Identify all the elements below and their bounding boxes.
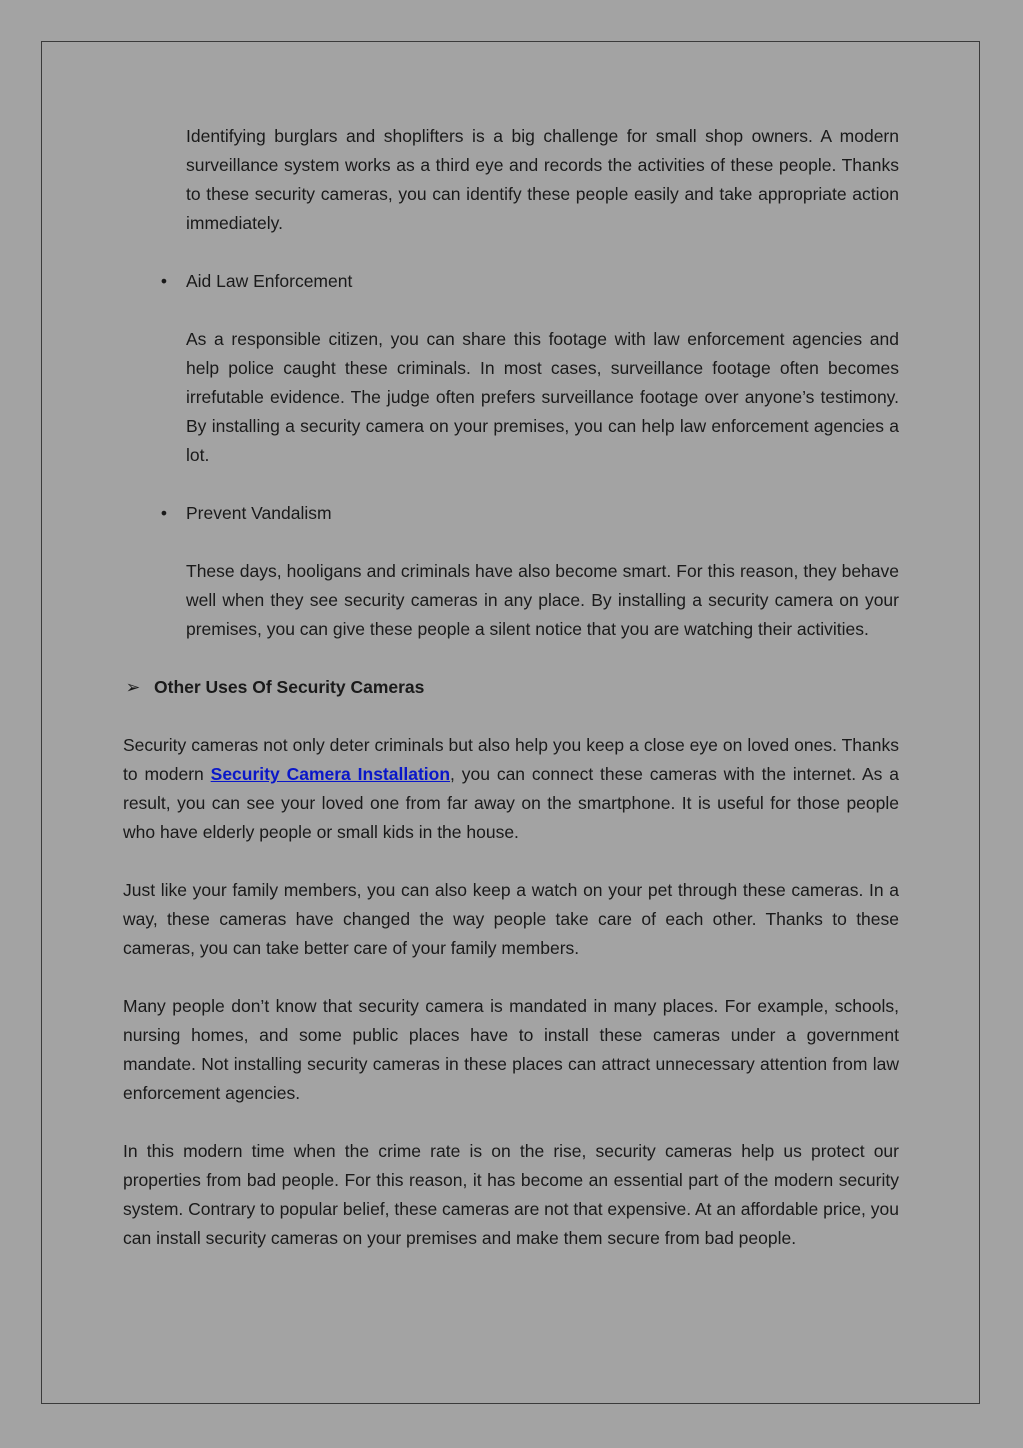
intro-paragraph: Identifying burglars and shoplifters is a big challenge for small shop owners. A modern surveillance system works as a third eye and records the activities of these people. Thanks to these security cameras, you can identify these people easily and take appropriate action immediately. <box>186 126 899 233</box>
other-uses-paragraph-2: Just like your family members, you can also keep a watch on your pet through these cameras. In a way, these cameras have changed the way people take care of each other. Thanks to these cameras, you can take better care of your family members. <box>123 880 899 958</box>
arrowhead-bullet-icon: ➢ <box>125 677 141 697</box>
section-heading-text: Other Uses Of Security Cameras <box>154 677 425 697</box>
document-body <box>123 122 899 1253</box>
law-enforcement-paragraph: As a responsible citizen, you can share this footage with law enforcement agencies and help police caught these criminals. In most cases, surveillance footage often becomes irrefutable evidence. The judge often prefers surveillance footage over anyone’s testimony. By installing a security camera on your premises, you can help law enforcement agencies a lot. <box>186 329 899 465</box>
other-uses-paragraph-3: Many people don’t know that security camera is mandated in many places. For example, schools, nursing homes, and some public places have to install these cameras under a government mandate. Not installing security cameras in these places can attract unnecessary attention from law enforcement agencies. <box>123 996 899 1103</box>
bullet-label: Prevent Vandalism <box>186 503 332 523</box>
bullet-dot-icon: • <box>160 503 168 523</box>
section-heading-other-uses <box>125 673 899 702</box>
bullet-item-prevent-vandalism <box>160 499 899 528</box>
bullet-label: Aid Law Enforcement <box>186 271 353 291</box>
other-uses-paragraph-1 <box>123 731 899 847</box>
bullet-dot-icon: • <box>160 271 168 291</box>
security-camera-installation-link[interactable]: Security Camera Installation <box>210 764 451 784</box>
paragraph-text-before-link: Security cameras not only deter criminals but also help you keep a close eye on loved ones. Thanks to modern <box>123 735 899 784</box>
paragraph-text-after-link: , you can connect these cameras with the internet. As a result, you can see your loved one from far away on the smartphone. It is useful for those people who have elderly people or small kids in the house. <box>123 764 899 842</box>
other-uses-paragraph-4: In this modern time when the crime rate is on the rise, security cameras help us protect our properties from bad people. For this reason, it has become an essential part of the modern security system. Contrary to popular belief, these cameras are not that expensive. At an affordable price, you can install security cameras on your premises and make them secure from bad people. <box>123 1141 899 1248</box>
vandalism-paragraph: These days, hooligans and criminals have also become smart. For this reason, they behave well when they see security cameras in any place. By installing a security camera on your premises, you can give these people a silent notice that you are watching their activities. <box>186 561 899 639</box>
bullet-item-aid-law-enforcement <box>160 267 899 296</box>
